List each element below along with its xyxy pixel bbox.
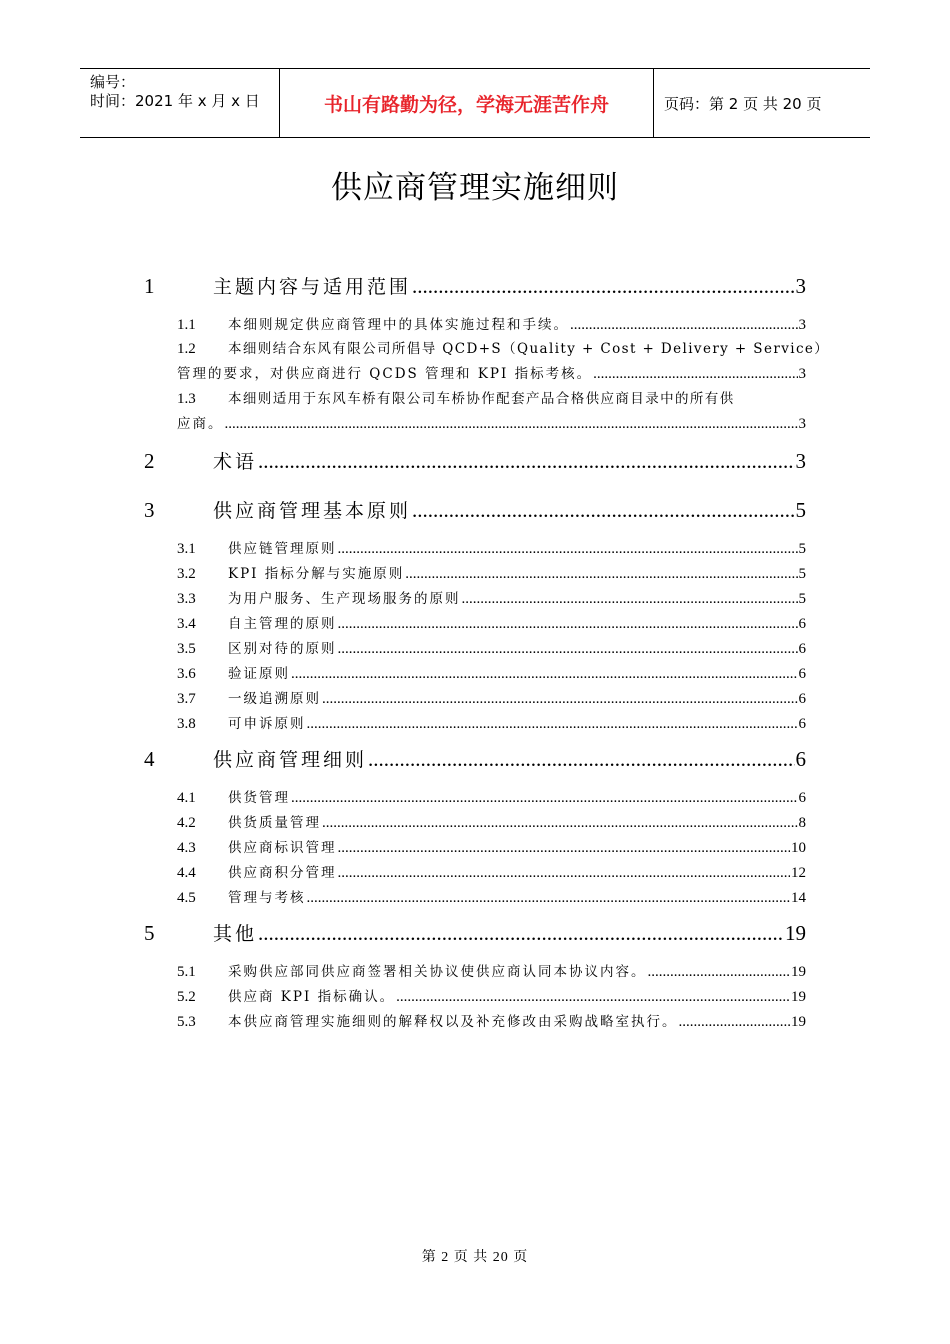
toc-entry-text: 可申诉原则 bbox=[228, 716, 306, 732]
toc-leader-dots bbox=[405, 566, 797, 583]
toc-entry-4-1[interactable] bbox=[177, 786, 806, 807]
toc-leader-dots bbox=[338, 840, 791, 857]
toc-entry-number: 3.4 bbox=[177, 616, 196, 632]
toc-entry-text: 其他 bbox=[213, 923, 258, 945]
toc-entry-5-3[interactable] bbox=[177, 1010, 806, 1031]
toc-entry-text: 本细则规定供应商管理中的具体实施过程和手续。 bbox=[228, 317, 569, 333]
page-header bbox=[80, 68, 870, 138]
toc-entry-5[interactable] bbox=[144, 919, 806, 946]
toc-entry-number: 1.3 bbox=[177, 391, 196, 407]
toc-entry-text: 术语 bbox=[213, 451, 258, 473]
toc-leader-dots bbox=[412, 498, 794, 523]
toc-entry-4-2[interactable] bbox=[177, 811, 806, 832]
toc-entry-4-3[interactable] bbox=[177, 836, 806, 857]
toc-entry-number: 3.7 bbox=[177, 691, 196, 707]
toc-entry-page: 5 bbox=[798, 566, 806, 582]
document-title: 供应商管理实施细则 bbox=[331, 170, 619, 206]
toc-leader-dots bbox=[412, 274, 794, 299]
toc-entry-page: 5 bbox=[795, 498, 806, 522]
toc-entry-1-2-line1[interactable] bbox=[177, 337, 829, 358]
toc-entry-number: 5.1 bbox=[177, 964, 196, 980]
toc-entry-text: 供应链管理原则 bbox=[228, 541, 337, 557]
toc-entry-1[interactable] bbox=[144, 272, 806, 299]
header-number-label: 编号： bbox=[90, 73, 136, 91]
toc-entry-page: 6 bbox=[798, 716, 806, 732]
toc-entry-number: 4.4 bbox=[177, 865, 196, 881]
toc-entry-1-1[interactable] bbox=[177, 313, 806, 334]
toc-entry-text: 管理与考核 bbox=[228, 890, 306, 906]
toc-leader-dots bbox=[307, 890, 791, 907]
header-time-label: 时间：2021 年 x 月 x 日 bbox=[90, 92, 260, 110]
toc-entry-number: 4.2 bbox=[177, 815, 196, 831]
toc-entry-page: 6 bbox=[798, 641, 806, 657]
toc-entry-number: 3.5 bbox=[177, 641, 196, 657]
toc-entry-page: 6 bbox=[795, 747, 806, 771]
toc-leader-dots bbox=[462, 591, 798, 608]
toc-entry-page: 3 bbox=[795, 274, 806, 298]
toc-leader-dots bbox=[338, 541, 798, 558]
toc-entry-5-2[interactable] bbox=[177, 985, 806, 1006]
toc-entry-page: 10 bbox=[791, 840, 806, 856]
header-meta bbox=[80, 69, 280, 137]
toc-entry-3-8[interactable] bbox=[177, 712, 806, 733]
toc-entry-3-3[interactable] bbox=[177, 587, 806, 608]
toc-entry-3-6[interactable] bbox=[177, 662, 806, 683]
toc-entry-number: 3.3 bbox=[177, 591, 196, 607]
toc-leader-dots bbox=[338, 616, 798, 633]
toc-entry-page: 3 bbox=[795, 449, 806, 473]
toc-entry-number: 4.1 bbox=[177, 790, 196, 806]
toc-leader-dots bbox=[570, 317, 798, 334]
toc-entry-text: 供应商标识管理 bbox=[228, 840, 337, 856]
toc-leader-dots bbox=[679, 1014, 791, 1031]
toc-entry-3-7[interactable] bbox=[177, 687, 806, 708]
toc-entry-text: 一级追溯原则 bbox=[228, 691, 321, 707]
toc-leader-dots bbox=[338, 641, 798, 658]
toc-entry-number: 3.2 bbox=[177, 566, 196, 582]
toc-entry-3-4[interactable] bbox=[177, 612, 806, 633]
toc-entry-number: 2 bbox=[144, 449, 155, 473]
toc-entry-page: 19 bbox=[791, 989, 806, 1005]
toc-entry-page: 3 bbox=[798, 366, 806, 382]
toc-entry-page: 5 bbox=[798, 591, 806, 607]
toc-entry-text: 自主管理的原则 bbox=[228, 616, 337, 632]
toc-entry-text: 本细则适用于东风车桥有限公司车桥协作配套产品合格供应商目录中的所有供 bbox=[228, 391, 735, 407]
toc-entry-3-2[interactable] bbox=[177, 562, 806, 583]
toc-entry-4[interactable] bbox=[144, 745, 806, 772]
toc-entry-page: 3 bbox=[798, 317, 806, 333]
toc-entry-number: 3.8 bbox=[177, 716, 196, 732]
toc-entry-number: 1 bbox=[144, 274, 155, 298]
toc-entry-page: 6 bbox=[798, 666, 806, 682]
toc-leader-dots bbox=[396, 989, 790, 1006]
toc-entry-number: 5 bbox=[144, 921, 155, 945]
toc-entry-1-3-line1[interactable] bbox=[177, 387, 735, 408]
toc-entry-number: 4.3 bbox=[177, 840, 196, 856]
toc-entry-text: 供货质量管理 bbox=[228, 815, 321, 831]
toc-entry-number: 3 bbox=[144, 498, 155, 522]
toc-entry-number: 3.6 bbox=[177, 666, 196, 682]
toc-entry-2[interactable] bbox=[144, 447, 806, 474]
toc-leader-dots bbox=[338, 865, 791, 882]
header-page-info: 页码：第 2 页 共 20 页 bbox=[664, 94, 822, 113]
toc-entry-text: 供应商管理基本原则 bbox=[213, 500, 412, 522]
toc-leader-dots bbox=[322, 815, 798, 832]
toc-entry-number: 1.1 bbox=[177, 317, 196, 333]
toc-entry-page: 6 bbox=[798, 691, 806, 707]
toc-entry-text: 供应商管理细则 bbox=[213, 749, 368, 771]
toc-entry-text: KPI 指标分解与实施原则 bbox=[228, 566, 405, 582]
toc-entry-page: 19 bbox=[785, 921, 806, 945]
toc-entry-text: 本细则结合东风有限公司所倡导 QCD+S（Quality + Cost + Delivery + Service） bbox=[228, 341, 830, 357]
toc-entry-text: 为用户服务、生产现场服务的原则 bbox=[228, 591, 461, 607]
toc-entry-page: 5 bbox=[798, 541, 806, 557]
toc-leader-dots bbox=[368, 747, 794, 772]
toc-entry-text: 供应商 KPI 指标确认。 bbox=[228, 989, 396, 1005]
toc-leader-dots bbox=[322, 691, 798, 708]
page-footer: 第 2 页 共 20 页 bbox=[421, 1250, 529, 1265]
toc-entry-1-3-line2[interactable] bbox=[177, 412, 806, 433]
toc-entry-text: 采购供应部同供应商签署相关协议使供应商认同本协议内容。 bbox=[228, 964, 647, 980]
toc-entry-text: 供应商积分管理 bbox=[228, 865, 337, 881]
toc-entry-4-4[interactable] bbox=[177, 861, 806, 882]
toc-leader-dots bbox=[258, 449, 794, 474]
toc-entry-number: 4.5 bbox=[177, 890, 196, 906]
toc-leader-dots bbox=[258, 921, 784, 946]
toc-entry-page: 8 bbox=[798, 815, 806, 831]
toc-entry-5-1[interactable] bbox=[177, 960, 806, 981]
toc-entry-4-5[interactable] bbox=[177, 886, 806, 907]
toc-entry-3-5[interactable] bbox=[177, 637, 806, 658]
toc-entry-1-2-line2[interactable] bbox=[177, 362, 806, 383]
toc-entry-3[interactable] bbox=[144, 496, 806, 523]
toc-leader-dots bbox=[648, 964, 791, 981]
toc-entry-page: 19 bbox=[791, 1014, 806, 1030]
toc-leader-dots bbox=[307, 716, 798, 733]
toc-leader-dots bbox=[593, 366, 797, 383]
toc-entry-text: 应商。 bbox=[177, 416, 224, 432]
toc-entry-text: 区别对待的原则 bbox=[228, 641, 337, 657]
toc-entry-3-1[interactable] bbox=[177, 537, 806, 558]
toc-entry-text: 管理的要求，对供应商进行 QCDS 管理和 KPI 指标考核。 bbox=[177, 366, 593, 382]
toc-entry-text: 供货管理 bbox=[228, 790, 290, 806]
toc-entry-number: 1.2 bbox=[177, 341, 196, 357]
toc-entry-text: 验证原则 bbox=[228, 666, 290, 682]
toc-entry-page: 19 bbox=[791, 964, 806, 980]
toc-entry-page: 3 bbox=[798, 416, 806, 432]
toc-entry-page: 12 bbox=[791, 865, 806, 881]
toc-entry-text: 主题内容与适用范围 bbox=[213, 276, 412, 298]
toc-entry-number: 5.2 bbox=[177, 989, 196, 1005]
toc-leader-dots bbox=[291, 790, 798, 807]
toc-leader-dots bbox=[291, 666, 798, 683]
toc-entry-number: 4 bbox=[144, 747, 155, 771]
toc-entry-number: 5.3 bbox=[177, 1014, 196, 1030]
toc-entry-page: 14 bbox=[791, 890, 806, 906]
toc-leader-dots bbox=[225, 416, 798, 433]
toc-entry-page: 6 bbox=[798, 790, 806, 806]
toc-entry-page: 6 bbox=[798, 616, 806, 632]
header-motto: 书山有路勤为径，学海无涯苦作舟 bbox=[280, 69, 654, 137]
toc-entry-number: 3.1 bbox=[177, 541, 196, 557]
toc-entry-text: 本供应商管理实施细则的解释权以及补充修改由采购战略室执行。 bbox=[228, 1014, 678, 1030]
